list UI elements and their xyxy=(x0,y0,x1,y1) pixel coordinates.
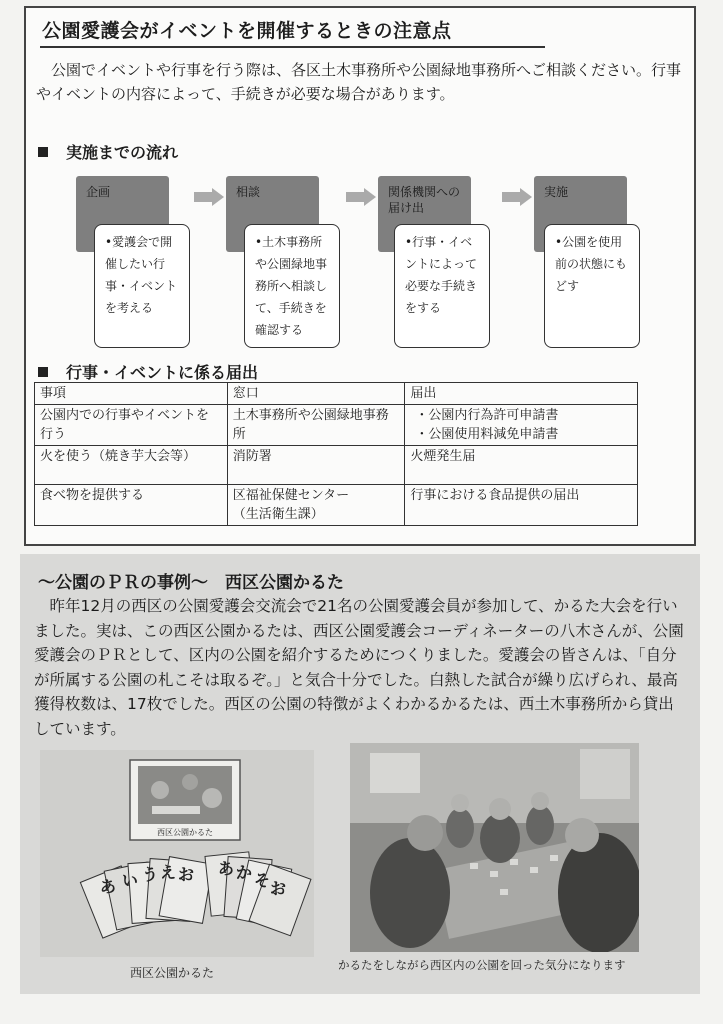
arrow-right-icon xyxy=(520,188,532,206)
table-header-cell: 窓口 xyxy=(227,383,405,405)
card-char: お xyxy=(178,865,195,884)
table-row xyxy=(35,405,638,446)
card-char: う xyxy=(142,865,159,884)
table-cell: 消防署 xyxy=(227,446,405,485)
card-char: お xyxy=(270,879,287,898)
pr-body: 昨年12月の西区の公園愛護会交流会で21名の公園愛護会員が参加して、かるた大会を行いました。実は、この西区公園かるたは、西区公園愛護会コーディネーターの八木さんが、公園愛護会のＰＲとして、区内の公園を紹介するためにつくりました。愛護会の皆さんは、「自分が所属する公園の札こそは取るぞ。」と気合十分でした。白熱した試合が繰り広げられ、最高獲得枚数は、17枚でした。西区の公園の特徴がよくわかるかるたは、西土木事務所から貸出しています。 xyxy=(34,597,684,738)
table-header-row xyxy=(35,383,638,405)
table-heading xyxy=(38,360,258,383)
table-cell: 公園内での行事やイベントを行う xyxy=(35,405,228,446)
table-cell: 火煙発生届 xyxy=(405,446,638,485)
flow-desc-notify: •行事・イベントによって必要な手続きをする xyxy=(394,224,490,348)
table-cell: 火を使う（焼き芋大会等） xyxy=(35,446,228,485)
card-char: そ xyxy=(254,871,271,890)
karuta-illustration xyxy=(40,750,314,957)
table-header-cell: 届出 xyxy=(405,383,638,405)
notice-intro: 公園でイベントや行事を行う際は、各区土木事務所や公園緑地事務所へご相談ください。行事やイベントの内容によって、手続きが必要な場合があります。 xyxy=(36,61,682,103)
table-row xyxy=(35,485,638,526)
bullet-square-icon xyxy=(38,367,48,377)
flow-desc-execute: •公園を使用前の状態にもどす xyxy=(544,224,640,348)
pr-title: ～公園のＰＲの事例～ 西区公園かるた xyxy=(38,573,344,593)
table-cell: 土木事務所や公園緑地事務所 xyxy=(227,405,405,446)
table-cell: 行事における食品提供の届出 xyxy=(405,485,638,526)
bullet-square-icon xyxy=(38,147,48,157)
flow-desc-plan: •愛護会で開催したい行事・イベントを考える xyxy=(94,224,190,348)
table-row xyxy=(35,446,638,485)
flow-step-label: 企画 xyxy=(86,185,111,199)
flow-step-label: 実施 xyxy=(544,185,569,199)
table-cell: 食べ物を提供する xyxy=(35,485,228,526)
card-char: あ xyxy=(218,859,235,878)
card-char: い xyxy=(122,871,139,890)
flow-step-label: 相談 xyxy=(236,185,261,199)
table-heading-text: 行事・イベントに係る届出 xyxy=(66,363,259,382)
table-header-cell: 事項 xyxy=(35,383,228,405)
arrow-right-icon xyxy=(364,188,376,206)
flow-step-label: 関係機関への届け出 xyxy=(388,185,461,215)
title-underline xyxy=(40,46,545,48)
flow-heading xyxy=(38,140,178,163)
card-char: あ xyxy=(100,877,117,896)
box-label: 西区公園かるた xyxy=(157,828,213,837)
photo-caption-event: かるたをしながら西区内の公園を回った気分になります xyxy=(338,958,626,972)
event-photo xyxy=(350,743,639,952)
table-cell: ・公園内行為許可申請書 ・公園使用料減免申請書 xyxy=(405,405,638,446)
arrow-right-icon xyxy=(212,188,224,206)
notice-title: 公園愛護会がイベントを開催するときの注意点 xyxy=(42,20,452,42)
photo-caption-karuta: 西区公園かるた xyxy=(130,966,215,980)
notice-table xyxy=(34,382,638,526)
card-char: か xyxy=(236,863,253,882)
table-cell: 区福祉保健センター （生活衛生課） xyxy=(227,485,405,526)
flow-desc-consult: •土木事務所や公園緑地事務所へ相談して、手続きを確認する xyxy=(244,224,340,348)
flow-heading-text: 実施までの流れ xyxy=(66,143,179,162)
card-char: え xyxy=(160,863,177,882)
event-illustration xyxy=(350,743,639,952)
karuta-photo xyxy=(40,750,314,957)
